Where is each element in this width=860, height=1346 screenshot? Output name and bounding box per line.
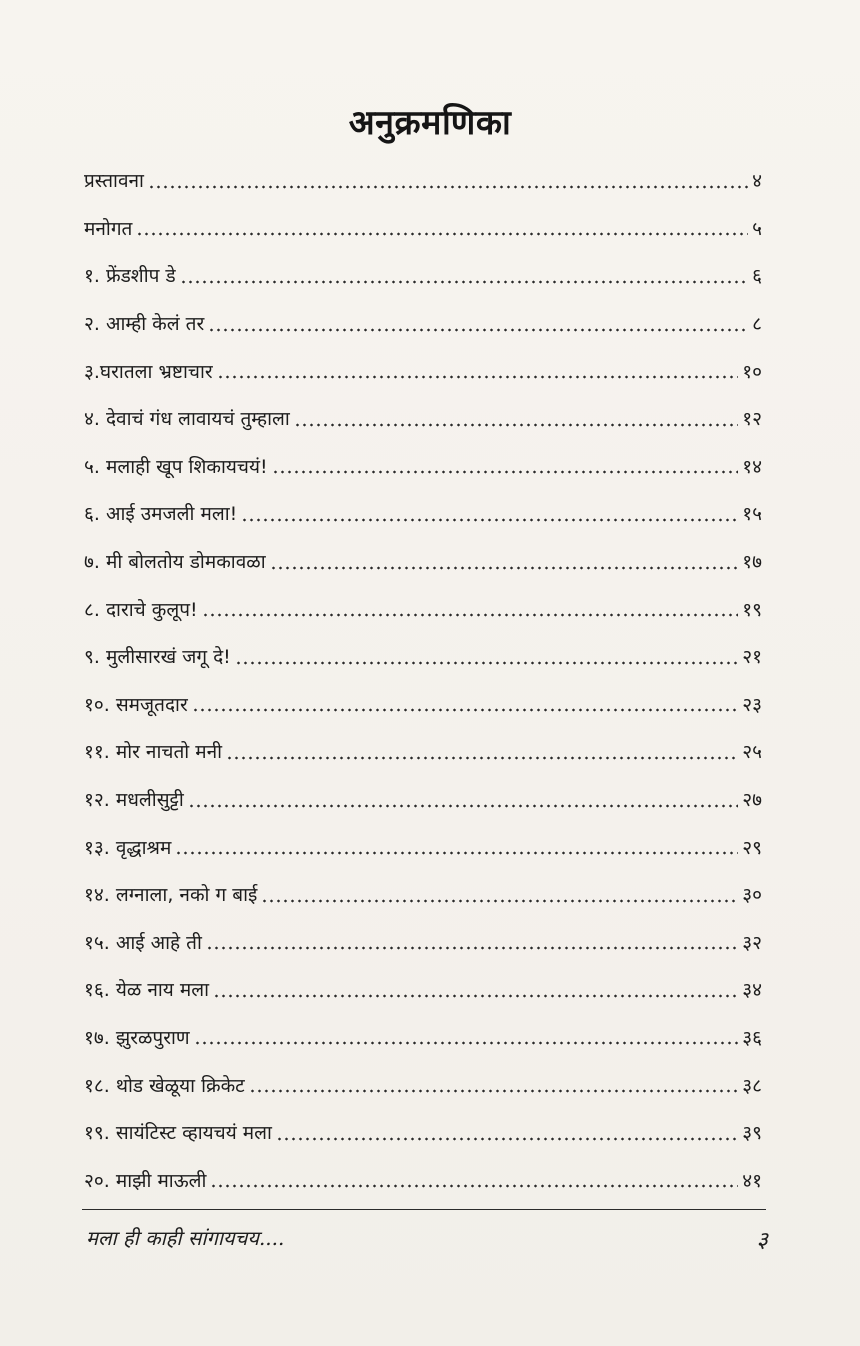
toc-entry-page: ३२ — [742, 931, 762, 954]
toc-entry — [84, 920, 762, 968]
toc-entry-title: ८. दाराचे कुलूप! — [84, 598, 198, 621]
toc-entry-page: ५ — [752, 217, 762, 240]
toc-entry-page: २१ — [742, 646, 762, 669]
toc-entry — [84, 1157, 762, 1205]
dot-leader — [272, 469, 739, 475]
toc-entry-title: १८. थोड खेळूया क्रिकेट — [84, 1074, 245, 1097]
toc-entry — [84, 491, 762, 539]
toc-entry-page: २७ — [742, 789, 762, 812]
toc-entry — [84, 777, 762, 825]
toc-entry-page: १५ — [742, 503, 762, 526]
dot-leader — [206, 945, 738, 951]
toc-entry-page: २५ — [742, 741, 762, 764]
dot-leader — [180, 279, 748, 285]
dot-leader — [226, 755, 738, 761]
dot-leader — [276, 1136, 738, 1142]
toc-entry-title: १२. मधलीसुट्टी — [84, 789, 184, 812]
footer-page-number: ३ — [756, 1228, 768, 1253]
dot-leader — [136, 231, 748, 237]
toc-entry-title: १४. लग्नाला, नको ग बाई — [84, 884, 258, 907]
toc-entry-page: १७ — [742, 551, 762, 574]
toc-entry — [84, 729, 762, 777]
table-of-contents — [84, 158, 762, 1205]
toc-entry-title: ६. आई उमजली मला! — [84, 503, 238, 526]
toc-entry-page: १९ — [742, 598, 762, 621]
toc-entry-title: ११. मोर नाचतो मनी — [84, 741, 223, 764]
toc-entry-title: ४. देवाचं गंध लावायचं तुम्हाला — [84, 408, 290, 431]
dot-leader — [194, 1040, 739, 1046]
toc-entry-title: १६. येळ नाय मला — [84, 979, 210, 1002]
toc-entry-page: १४ — [742, 455, 762, 478]
toc-entry-title: १७. झुरळपुराण — [84, 1026, 190, 1049]
toc-entry — [84, 158, 762, 206]
toc-entry — [84, 301, 762, 349]
dot-leader — [270, 565, 739, 571]
dot-leader — [208, 327, 748, 333]
toc-entry-title: २. आम्ही केलं तर — [84, 313, 205, 336]
toc-entry-title: २०. माझी माऊली — [84, 1169, 207, 1192]
toc-entry-page: २९ — [742, 836, 762, 859]
page-title: अनुक्रमणिका — [348, 103, 512, 143]
toc-entry-title: प्रस्तावना — [84, 170, 144, 193]
dot-leader — [213, 993, 738, 999]
dot-leader — [188, 803, 738, 809]
toc-entry — [84, 253, 762, 301]
toc-entry — [84, 396, 762, 444]
toc-entry — [84, 634, 762, 682]
toc-entry-page: ८ — [752, 313, 762, 336]
toc-entry — [84, 872, 762, 920]
dot-leader — [202, 612, 739, 618]
toc-entry — [84, 586, 762, 634]
dot-leader — [148, 184, 748, 190]
toc-entry-page: ३४ — [742, 979, 762, 1002]
toc-entry — [84, 824, 762, 872]
dot-leader — [249, 1088, 738, 1094]
dot-leader — [235, 660, 738, 666]
running-footer-title: मला ही काही सांगायचय.... — [86, 1226, 285, 1250]
toc-entry — [84, 967, 762, 1015]
toc-entry — [84, 1015, 762, 1063]
dot-leader — [217, 374, 739, 380]
toc-entry-page: १० — [742, 360, 762, 383]
toc-entry — [84, 539, 762, 587]
toc-entry-page: ४ — [752, 170, 762, 193]
toc-entry-title: मनोगत — [84, 217, 133, 240]
toc-entry — [84, 682, 762, 730]
toc-entry-title: १९. सायंटिस्ट व्हायचयं मला — [84, 1122, 272, 1145]
toc-entry — [84, 1110, 762, 1158]
toc-entry-page: २३ — [742, 693, 762, 716]
toc-entry-title: १३. वृद्धाश्रम — [84, 836, 172, 859]
toc-entry-title: ९. मुलीसारखं जगू दे! — [84, 646, 231, 669]
toc-entry — [84, 444, 762, 492]
toc-entry-title: १०. समजूतदार — [84, 693, 188, 716]
dot-leader — [294, 422, 738, 428]
toc-entry-page: ४१ — [742, 1169, 762, 1192]
dot-leader — [210, 1183, 738, 1189]
toc-entry-page: १२ — [742, 408, 762, 431]
dot-leader — [192, 707, 738, 713]
dot-leader — [261, 898, 738, 904]
footer-divider — [82, 1209, 766, 1210]
toc-entry — [84, 348, 762, 396]
toc-entry-page: ३८ — [742, 1074, 762, 1097]
dot-leader — [241, 517, 738, 523]
toc-entry-page: ३९ — [742, 1122, 762, 1145]
toc-entry — [84, 1062, 762, 1110]
toc-entry-title: १५. आई आहे ती — [84, 931, 202, 954]
toc-entry-title: ३.घरातला भ्रष्टाचार — [84, 360, 213, 383]
toc-entry-title: ७. मी बोलतोय डोमकावळा — [84, 551, 266, 574]
toc-entry-page: ६ — [752, 265, 762, 288]
toc-entry-page: ३६ — [742, 1026, 762, 1049]
toc-entry-title: १. फ्रेंडशीप डे — [84, 265, 176, 288]
toc-entry — [84, 206, 762, 254]
toc-entry-page: ३० — [742, 884, 762, 907]
dot-leader — [175, 850, 738, 856]
toc-entry-title: ५. मलाही खूप शिकायचयं! — [84, 455, 268, 478]
